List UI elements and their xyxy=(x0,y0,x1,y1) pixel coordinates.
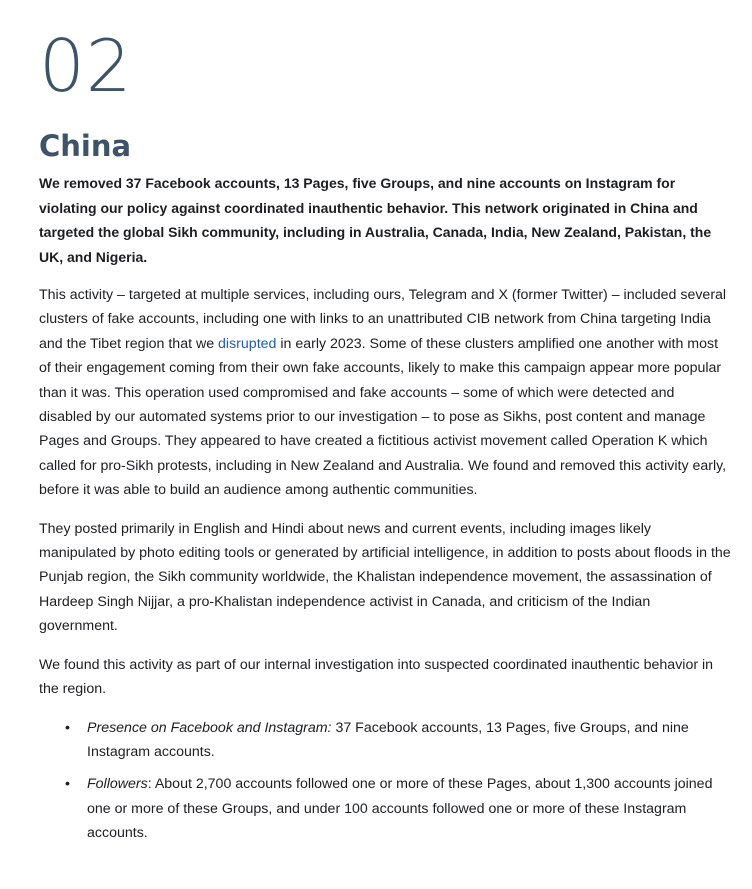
list-item-followers xyxy=(65,772,731,845)
activity-text-start: This activity – targeted at multiple services, including ours, Telegram and X (former Twitter) – included several clusters of fake accounts, including one with links to an unattributed CIB network from China targeting India and the Tibet region that we xyxy=(39,287,727,352)
facts-list xyxy=(39,716,731,846)
list-item-presence xyxy=(65,716,731,765)
report-page xyxy=(39,0,731,854)
section-number: 02 xyxy=(39,24,133,108)
section-title: China xyxy=(39,129,132,163)
bullet-icon: • xyxy=(65,776,70,793)
activity-paragraph xyxy=(39,283,731,503)
content-paragraph: They posted primarily in English and Hindi about news and current events, including images likely manipulated by photo editing tools or generated by artificial intelligence, in addition to posts about floods in the Punjab region, the Sikh community worldwide, the Khalistan independence movement, the assassination of Hardeep Singh Nijjar, a pro-Khalistan independence activist in Canada, and criticism of the Indian government. xyxy=(39,520,731,635)
followers-text: : About 2,700 accounts followed one or more of these Pages, about 1,300 accounts joined one or more of these Groups, and under 100 accounts followed one or more of these Instagram accounts. xyxy=(87,776,713,842)
presence-text: 37 Facebook accounts, 13 Pages, five Groups, and nine Instagram accounts. xyxy=(87,719,689,760)
followers-label: Followers xyxy=(87,776,148,793)
lead-paragraph: We removed 37 Facebook accounts, 13 Pages, five Groups, and nine accounts on Instagram for violating our policy against coordinated inauthentic behavior. This network originated in China and targeted the global Sikh community, including in Australia, Canada, India, New Zealand, Pakistan, the UK, and Nigeria. xyxy=(39,175,712,265)
presence-label: Presence on Facebook and Instagram: xyxy=(87,719,332,736)
disrupted-link[interactable]: disrupted xyxy=(218,335,277,352)
bullet-icon: • xyxy=(65,719,70,736)
activity-text-end: in early 2023. Some of these clusters amplified one another with most of their engagement coming from their own fake accounts, likely to make this campaign appear more popular than it was. This operation used compromised and fake accounts – some of which were detected and disabled by our automated systems prior to our investigation – to pose as Sikhs, post content and manage Pages and Groups. They appeared to have created a fictitious activist movement called Operation K which called for pro-Sikh protests, including in New Zealand and Australia. We found and removed this activity early, before it was able to build an audience among authentic communities. xyxy=(39,335,727,499)
investigation-paragraph: We found this activity as part of our internal investigation into suspected coordinated inauthentic behavior in the region. xyxy=(39,656,714,698)
